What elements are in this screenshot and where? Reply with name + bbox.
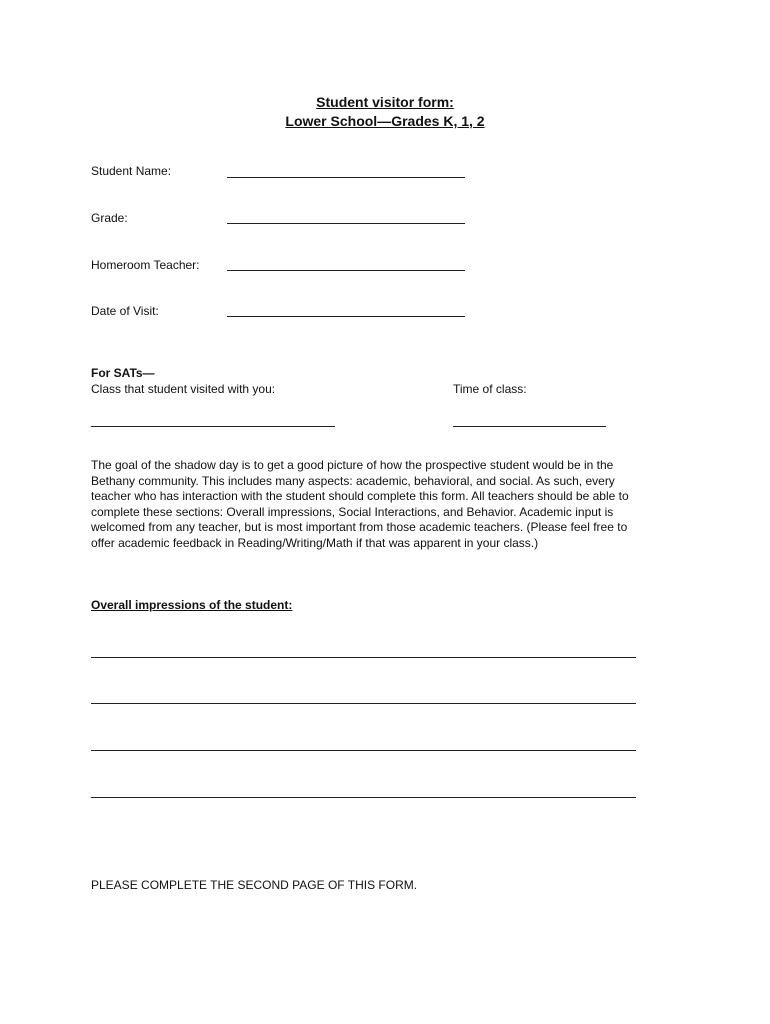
- instructions-line: Bethany community. This includes many aspects: academic, behavioral, and social. As such, every: [91, 473, 615, 488]
- date-of-visit-label: Date of Visit:: [91, 304, 159, 318]
- instructions-line: welcomed from any teacher, but is most important from those academic teachers. (Please feel free to: [91, 520, 628, 535]
- time-of-class-field[interactable]: [453, 426, 606, 427]
- date-of-visit-field[interactable]: [227, 316, 465, 317]
- overall-impressions-heading: Overall impressions of the student:: [91, 598, 293, 612]
- class-visited-field[interactable]: [91, 426, 335, 427]
- instructions-line: The goal of the shadow day is to get a good picture of how the prospective student would be in the: [91, 458, 614, 472]
- homeroom-teacher-field[interactable]: [227, 270, 465, 271]
- second-page-note: PLEASE COMPLETE THE SECOND PAGE OF THIS FORM.: [91, 878, 418, 892]
- instructions-line: offer academic feedback in Reading/Writing/Math if that was apparent in your class.): [91, 535, 539, 550]
- impressions-line-3[interactable]: [91, 750, 636, 751]
- grade-label: Grade:: [91, 211, 128, 225]
- impressions-line-2[interactable]: [91, 703, 636, 704]
- form-subtitle: Lower School—Grades K, 1, 2: [285, 113, 485, 129]
- class-visited-label: Class that student visited with you:: [91, 382, 276, 396]
- instructions-paragraph: [91, 458, 666, 552]
- instructions-line: complete these sections: Overall impressions, Social Interactions, and Behavior. Academic input is: [91, 504, 614, 519]
- time-of-class-label: Time of class:: [453, 382, 527, 396]
- grade-field[interactable]: [227, 223, 465, 224]
- form-title: Student visitor form:: [316, 94, 454, 110]
- instructions-line: teacher who has interaction with the student should complete this form. All teachers should be able to: [91, 489, 629, 504]
- student-name-label: Student Name:: [91, 164, 172, 178]
- impressions-line-1[interactable]: [91, 657, 636, 658]
- homeroom-teacher-label: Homeroom Teacher:: [91, 258, 200, 272]
- sats-heading: For SATs—: [91, 366, 155, 380]
- impressions-line-4[interactable]: [91, 797, 636, 798]
- student-name-field[interactable]: [227, 177, 465, 178]
